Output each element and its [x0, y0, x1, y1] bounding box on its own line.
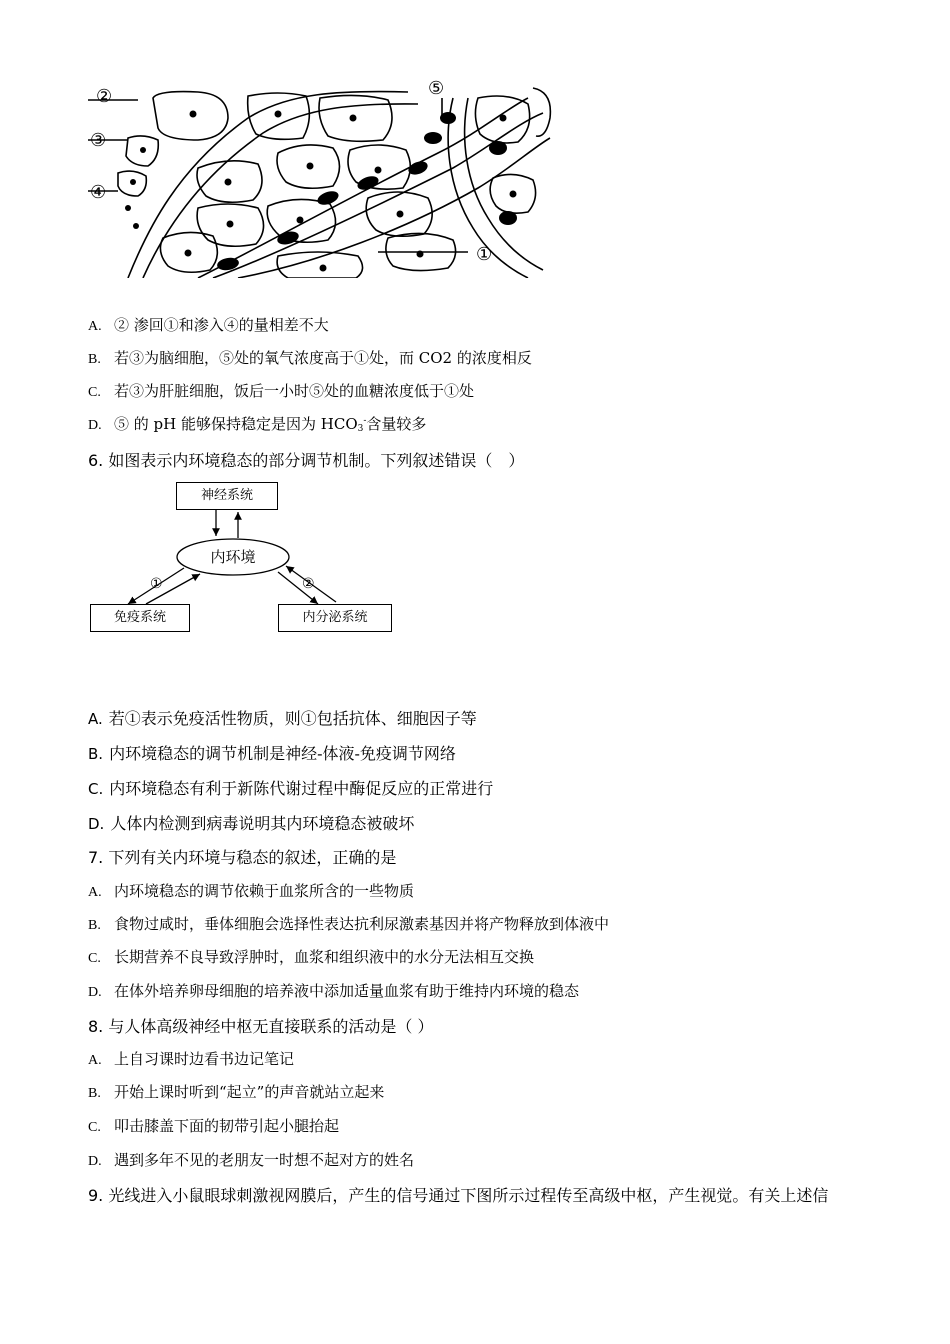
q6-stem: 6. 如图表示内环境稳态的部分调节机制。下列叙述错误（ ） [88, 451, 525, 470]
label-3: ③ [90, 130, 107, 151]
regulation-diagram [88, 480, 408, 640]
mark-1: ① [150, 576, 163, 592]
q7-option-c: C. 长期营养不良导致浮肿时，血浆和组织液中的水分无法相互交换 [88, 948, 535, 966]
q8-stem: 8. 与人体高级神经中枢无直接联系的活动是（ ） [88, 1017, 434, 1036]
q8-option-d: D. 遇到多年不见的老朋友一时想不起对方的姓名 [88, 1151, 415, 1169]
q6-option-d: D. 人体内检测到病毒说明其内环境稳态被破坏 [88, 814, 415, 833]
q5-option-b: B. 若③为脑细胞，⑤处的氧气浓度高于①处，而 CO2 的浓度相反 [88, 349, 532, 367]
q5-option-a: A. ② 渗回①和渗入④的量相差不大 [88, 316, 329, 334]
q9-stem: 9. 光线进入小鼠眼球刺激视网膜后，产生的信号通过下图所示过程传至高级中枢，产生视觉。有关上述信 [88, 1186, 829, 1205]
box-immune-system: 免疫系统 [90, 604, 190, 632]
q8-option-c: C. 叩击膝盖下面的韧带引起小腿抬起 [88, 1117, 340, 1135]
q7-option-a: A. 内环境稳态的调节依赖于血浆所含的一些物质 [88, 882, 415, 900]
label-2: ② [96, 86, 113, 107]
box-nervous-system: 神经系统 [176, 482, 278, 510]
q6-option-a: A. 若①表示免疫活性物质，则①包括抗体、细胞因子等 [88, 709, 477, 728]
q6-option-c: C. 内环境稳态有利于新陈代谢过程中酶促反应的正常进行 [88, 779, 494, 798]
q8-option-b: B. 开始上课时听到“起立”的声音就站立起来 [88, 1083, 385, 1101]
q6-option-b: B. 内环境稳态的调节机制是神经-体液-免疫调节网络 [88, 744, 456, 763]
q7-option-d: D. 在体外培养卵母细胞的培养液中添加适量血浆有助于维持内环境的稳态 [88, 982, 580, 1000]
q7-option-b: B. 食物过咸时，垂体细胞会选择性表达抗利尿激素基因并将产物释放到体液中 [88, 915, 610, 933]
box-internal-environment: 内环境 [210, 548, 256, 566]
label-1: ① [476, 244, 493, 265]
tissue-diagram [88, 78, 558, 278]
q8-option-a: A. 上自习课时边看书边记笔记 [88, 1050, 295, 1068]
mark-2: ② [302, 576, 315, 592]
q5-option-d: D. ⑤ 的 pH 能够保持稳定是因为 $HCO_3^-$含量较多 [88, 415, 427, 434]
box-endocrine-system: 内分泌系统 [278, 604, 392, 632]
label-4: ④ [90, 182, 107, 203]
label-5: ⑤ [428, 78, 445, 99]
q5-option-c: C. 若③为肝脏细胞，饭后一小时⑤处的血糖浓度低于①处 [88, 382, 475, 400]
q7-stem: 7. 下列有关内环境与稳态的叙述，正确的是 [88, 848, 397, 867]
